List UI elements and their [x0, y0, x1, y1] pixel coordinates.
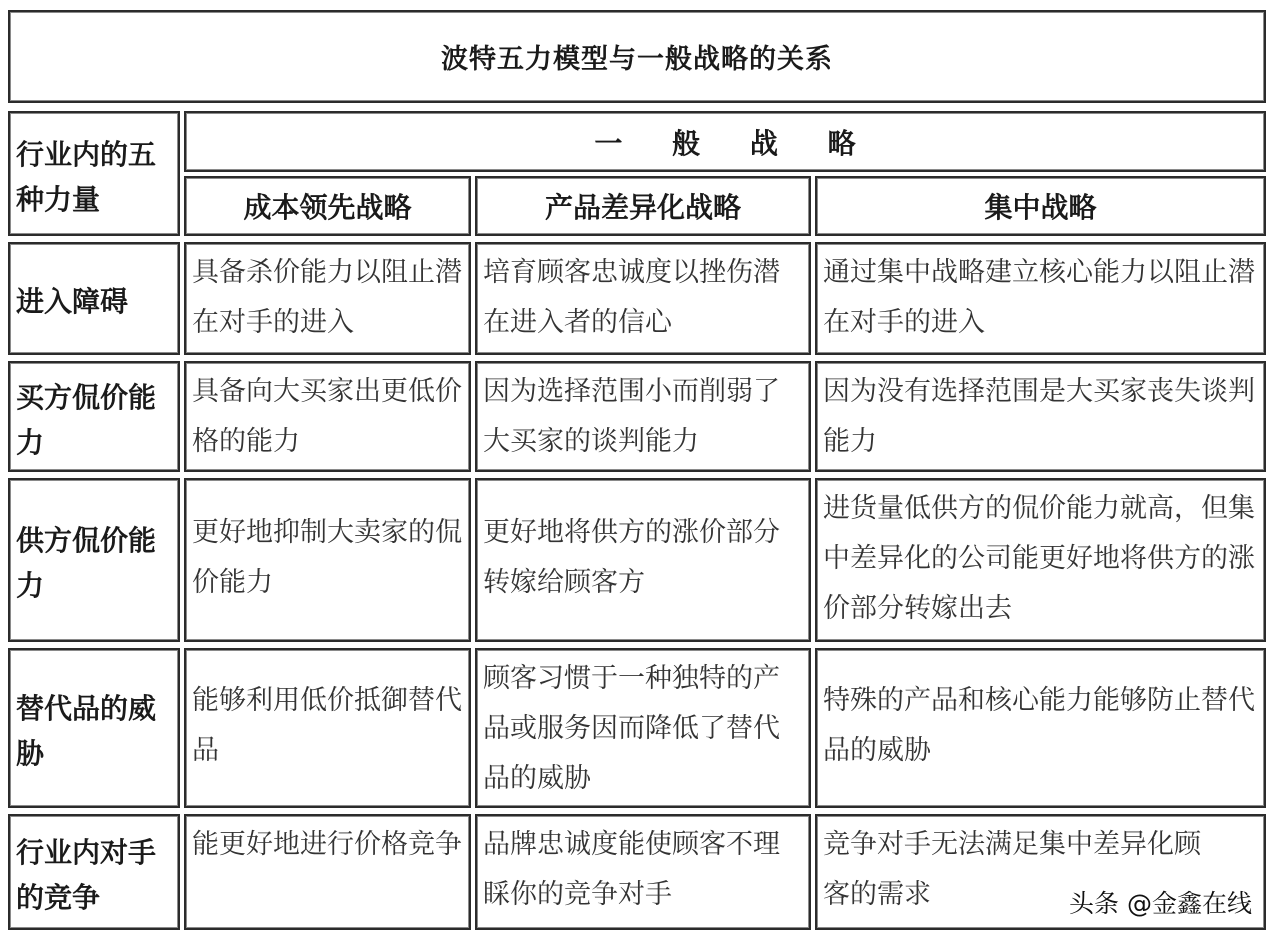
cell-text: 通过集中战略建立核心能力以阻止潜在对手的进入: [823, 257, 1255, 338]
strategy-header-cost: [184, 176, 471, 236]
table-cell: [475, 478, 811, 642]
force-label: 买方侃价能力: [16, 380, 157, 459]
table-title: [8, 10, 1266, 103]
force-buyer-power: [8, 361, 180, 472]
table-cell: [815, 648, 1266, 808]
cell-text: 竞争对手无法满足集中差异化顾客的需求: [823, 829, 1201, 910]
cell-text: 进货量低供方的侃价能力就高，但集中差异化的公司能更好地将供方的涨价部分转嫁出去: [823, 493, 1255, 624]
force-industry-rivalry: [8, 814, 180, 930]
cell-text: 更好地将供方的涨价部分转嫁给顾客方: [483, 517, 780, 598]
table-cell: [815, 242, 1266, 355]
table-cell: [475, 648, 811, 808]
strategy-header-differentiation-text: 产品差异化战略: [544, 191, 741, 224]
table-cell: [184, 814, 471, 930]
cell-text: 因为选择范围小而削弱了大买家的谈判能力: [483, 376, 780, 457]
table-cell: [475, 814, 811, 930]
general-strategy-text: 一 般 战 略: [594, 126, 876, 160]
cell-text: 品牌忠诚度能使顾客不理睬你的竞争对手: [483, 829, 780, 910]
cell-text: 更好地抑制大卖家的侃价能力: [192, 517, 462, 598]
strategy-header-focus-text: 集中战略: [984, 191, 1097, 224]
table-cell: [475, 361, 811, 472]
force-supplier-power: [8, 478, 180, 642]
table-cell: [815, 478, 1266, 642]
cell-text: 特殊的产品和核心能力能够防止替代品的威胁: [823, 685, 1255, 766]
force-label: 进入障碍: [16, 285, 129, 318]
cell-text: 能更好地进行价格竞争: [192, 829, 462, 860]
table-cell: [475, 242, 811, 355]
table-cell: [815, 361, 1266, 472]
force-label: 供方侃价能力: [16, 524, 157, 602]
force-label: 行业内对手的竞争: [16, 836, 157, 914]
cell-text: 因为没有选择范围是大买家丧失谈判能力: [823, 376, 1255, 457]
general-strategy-header: [184, 111, 1266, 172]
strategy-header-cost-text: 成本领先战略: [243, 191, 412, 224]
cell-text: 具备杀价能力以阻止潜在对手的进入: [192, 257, 462, 338]
watermark: 头条 @金鑫在线: [1069, 889, 1252, 918]
strategy-header-focus: [815, 176, 1266, 236]
cell-text: 培育顾客忠诚度以挫伤潜在进入者的信心: [483, 257, 780, 338]
cell-text: 顾客习惯于一种独特的产品或服务因而降低了替代品的威胁: [483, 663, 780, 794]
cell-text: 具备向大买家出更低价格的能力: [192, 376, 462, 457]
table-title-text: 波特五力模型与一般战略的关系: [441, 44, 833, 75]
cell-text: 能够利用低价抵御替代品: [192, 685, 462, 766]
force-label: 替代品的威胁: [16, 692, 157, 770]
table-cell: [184, 242, 471, 355]
table-cell: [184, 648, 471, 808]
table-cell: [184, 361, 471, 472]
corner-header-text: 行业内的五种力量: [16, 137, 157, 216]
force-entry-barriers: [8, 242, 180, 355]
table-cell: [184, 478, 471, 642]
strategy-header-differentiation: [475, 176, 811, 236]
corner-header: [8, 111, 180, 236]
force-substitute-threat: [8, 648, 180, 808]
